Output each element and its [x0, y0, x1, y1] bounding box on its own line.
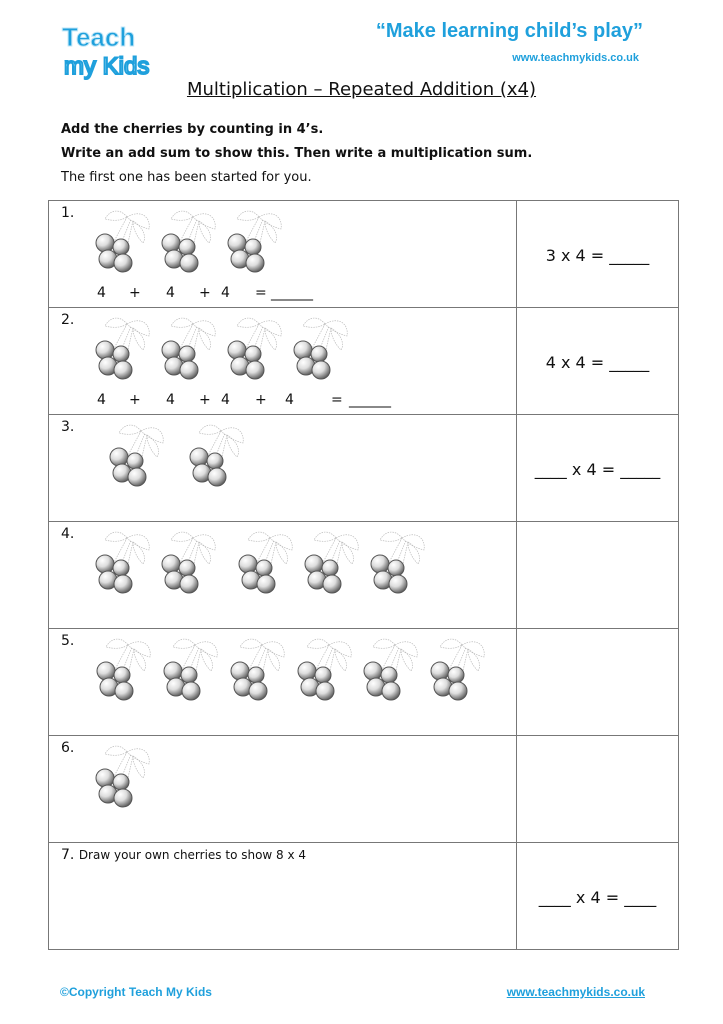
cherry-cluster-icon	[157, 314, 219, 386]
question-number: 4.	[61, 526, 75, 542]
cherry-cluster-icon	[91, 314, 153, 386]
cherry-cluster-icon	[223, 207, 285, 279]
cherry-cluster-icon	[157, 528, 219, 600]
cherry-cluster-icon	[226, 635, 288, 707]
cherry-cluster-icon	[185, 421, 247, 493]
multiplication-cell[interactable]	[517, 843, 679, 950]
exercise-row	[49, 415, 679, 522]
sum-term: +	[199, 285, 211, 301]
instruction-3: The first one has been started for you.	[61, 170, 312, 185]
copyright: ©Copyright Teach My Kids	[60, 985, 212, 999]
multiplication-sum: ____ x 4 = _____	[534, 460, 661, 479]
footer-url[interactable]: www.teachmykids.co.uk	[506, 985, 645, 999]
sum-term: 4	[166, 285, 175, 301]
exercise-row	[49, 629, 679, 736]
cherries-group	[87, 207, 285, 279]
multiplication-cell[interactable]	[517, 201, 679, 308]
sum-term: +	[129, 285, 141, 301]
sum-term: +	[199, 392, 211, 408]
sum-term: =	[255, 285, 267, 301]
cherry-cluster-icon	[157, 207, 219, 279]
instruction-1: Add the cherries by counting in 4’s.	[61, 122, 324, 137]
multiplication-cell[interactable]	[517, 522, 679, 629]
cherries-cell	[49, 308, 517, 415]
question-number: 1.	[61, 205, 75, 221]
cherry-cluster-icon	[92, 635, 154, 707]
sum-term: +	[129, 392, 141, 408]
cherries-cell	[49, 736, 517, 843]
header-url[interactable]: www.teachmykids.co.uk	[512, 52, 639, 64]
sum-term: 4	[97, 392, 106, 408]
sum-term: 4	[166, 392, 175, 408]
exercise-row-7	[49, 843, 679, 950]
cherry-cluster-icon	[300, 528, 362, 600]
cherries-cell	[49, 629, 517, 736]
exercise-row	[49, 522, 679, 629]
multiplication-cell[interactable]	[517, 736, 679, 843]
multiplication-sum: 3 x 4 = _____	[545, 246, 650, 265]
cherries-group	[87, 528, 428, 600]
question-number: 3.	[61, 419, 75, 435]
svg-text:my Kids: my Kids	[64, 53, 150, 80]
cherry-cluster-icon	[289, 314, 351, 386]
cherry-cluster-icon	[91, 742, 153, 814]
cherry-cluster-icon	[105, 421, 167, 493]
cherry-cluster-icon	[223, 314, 285, 386]
multiplication-cell[interactable]	[517, 308, 679, 415]
cherries-cell	[49, 201, 517, 308]
sum-term[interactable]: ______	[271, 285, 313, 301]
drawing-instruction: Draw your own cherries to show 8 x 4	[78, 848, 307, 862]
multiplication-cell[interactable]	[517, 415, 679, 522]
cherry-cluster-icon	[426, 635, 488, 707]
multiplication-sum: 4 x 4 = _____	[545, 353, 650, 372]
exercise-row	[49, 308, 679, 415]
cherry-cluster-icon	[366, 528, 428, 600]
sum-term: 4	[285, 392, 294, 408]
instruction-2: Write an add sum to show this. Then write a multiplication sum.	[61, 146, 533, 161]
tagline: “Make learning child’s play”	[375, 20, 643, 42]
exercise-table	[48, 200, 679, 950]
cherry-cluster-icon	[359, 635, 421, 707]
cherries-cell	[49, 415, 517, 522]
cherry-cluster-icon	[159, 635, 221, 707]
sum-term: 4	[97, 285, 106, 301]
cherries-cell	[49, 522, 517, 629]
exercise-row	[49, 201, 679, 308]
question-number: 7.	[61, 847, 75, 863]
cherries-group	[87, 635, 488, 707]
question-number: 6.	[61, 740, 75, 756]
page-title: Multiplication – Repeated Addition (x4)	[186, 79, 537, 100]
cherry-cluster-icon	[293, 635, 355, 707]
drawing-cell[interactable]	[49, 843, 517, 950]
question-number: 5.	[61, 633, 75, 649]
exercise-row	[49, 736, 679, 843]
cherries-group	[87, 421, 247, 493]
question-number: 2.	[61, 312, 75, 328]
multiplication-cell[interactable]	[517, 629, 679, 736]
sum-term: 4	[221, 285, 230, 301]
sum-term: +	[255, 392, 267, 408]
svg-text:Teach: Teach	[62, 22, 136, 52]
teach-my-kids-logo	[58, 18, 160, 80]
cherries-group	[87, 742, 153, 814]
sum-term: 4	[221, 392, 230, 408]
cherry-cluster-icon	[91, 207, 153, 279]
sum-term[interactable]: ______	[349, 392, 391, 408]
multiplication-sum: ____ x 4 = ____	[538, 888, 657, 907]
sum-term: =	[331, 392, 343, 408]
cherry-cluster-icon	[234, 528, 296, 600]
cherries-group	[87, 314, 351, 386]
cherry-cluster-icon	[91, 528, 153, 600]
